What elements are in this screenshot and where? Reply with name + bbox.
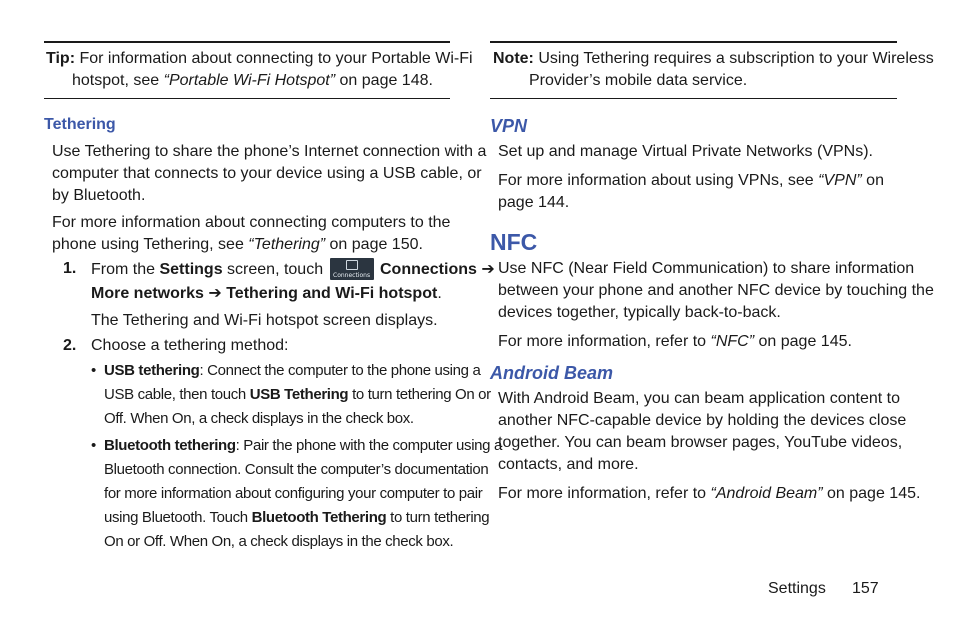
step-number: 1. (63, 260, 77, 277)
nfc-reference-link[interactable]: “NFC” (710, 333, 755, 350)
note-bottom-rule (490, 98, 897, 99)
tip-bottom-rule (44, 98, 450, 99)
bluetooth-tethering-label: Bluetooth tethering (104, 437, 236, 454)
vpn-p2-text: For more information about using VPNs, see (498, 172, 819, 189)
usb-tethering-label: USB tethering (104, 362, 200, 379)
tip-line2-page: on page 148. (335, 72, 433, 89)
beam-p2-text: For more information, refer to (498, 485, 711, 502)
step1-mid: screen, touch (222, 261, 328, 278)
more-networks-label: More networks ➔ (91, 285, 222, 302)
tethering-paragraph-2 (52, 212, 450, 256)
para1-line: computer that connects to your device using a USB cable, or (52, 165, 482, 182)
tip-top-rule (44, 41, 450, 43)
tip-reference-link[interactable]: “Portable Wi-Fi Hotspot” (163, 72, 336, 89)
vpn-reference-link[interactable]: “VPN” (818, 172, 862, 189)
bluetooth-tethering-option: Bluetooth Tethering (251, 509, 387, 526)
vpn-paragraph-2 (498, 170, 884, 214)
nfc-p2-page: on page 145. (754, 333, 852, 350)
tip-box (46, 48, 473, 92)
android-beam-paragraph-1 (498, 388, 906, 476)
vpn-paragraph-1: Set up and manage Virtual Private Networks (VPNs). (498, 143, 873, 160)
nfc-p2-text: For more information, refer to (498, 333, 711, 350)
vpn-heading: VPN (490, 116, 528, 136)
bullet-dot: • (91, 362, 96, 379)
bullet1-line2-end: to turn tethering On or (348, 386, 491, 403)
vpn-p2-on: on (861, 172, 884, 189)
beam-p1-line: together. You can beam browser pages, YouTube videos, (498, 434, 903, 451)
beam-p1-line: another NFC-capable device by holding the devices close (498, 412, 907, 429)
bullet1-line2: USB cable, then touch (104, 386, 250, 403)
beam-p1-line: contacts, and more. (498, 456, 639, 473)
android-beam-reference-link[interactable]: “Android Beam” (710, 485, 823, 502)
bullet2-line4: using Bluetooth. Touch (104, 509, 252, 526)
connections-label: Connections ➔ (380, 261, 495, 278)
para2-line2-text: phone using Tethering, see (52, 236, 249, 253)
nfc-p1-line: devices together, typically back-to-back. (498, 304, 781, 321)
beam-p1-line: With Android Beam, you can beam application content to (498, 390, 901, 407)
note-line2: Provider’s mobile data service. (529, 72, 748, 89)
tethering-hotspot-label: Tethering and Wi-Fi hotspot (226, 285, 438, 302)
bullet1-line3: Off. When On, a check displays in the check box. (104, 410, 414, 427)
bullet-bluetooth-tethering (104, 434, 502, 554)
tip-line2-text: hotspot, see (72, 72, 164, 89)
step-2-text: Choose a tethering method: (91, 337, 289, 354)
step1-period: . (437, 285, 442, 302)
step1-pre: From the (91, 261, 160, 278)
android-beam-heading: Android Beam (490, 363, 614, 383)
para2-line1: For more information about connecting computers to the (52, 214, 451, 231)
nfc-p1-line: between your phone and another NFC device by touching the (498, 282, 934, 299)
usb-tethering-option: USB Tethering (249, 386, 349, 403)
para2-line2-page: on page 150. (325, 236, 423, 253)
bullet2-line3: for more information about configuring your computer to pair (104, 485, 483, 502)
step-1-text (91, 258, 495, 332)
step1-result: The Tethering and Wi-Fi hotspot screen displays. (91, 312, 438, 329)
note-top-rule (490, 41, 897, 43)
bullet2-line4-end: to turn tethering (386, 509, 490, 526)
vpn-p2-page: page 144. (498, 194, 570, 211)
bullet2-line1: : Pair the phone with the computer using a (235, 437, 502, 454)
settings-label: Settings (159, 261, 223, 278)
nfc-heading: NFC (490, 229, 538, 255)
tethering-heading: Tethering (44, 116, 116, 133)
tethering-reference-link[interactable]: “Tethering” (248, 236, 326, 253)
step-number: 2. (63, 337, 77, 354)
bullet2-line2: Bluetooth connection. Consult the computer’s documentation (104, 461, 489, 478)
tip-line1: For information about connecting to your Portable Wi-Fi (79, 50, 473, 67)
nfc-paragraph-2 (498, 331, 852, 353)
beam-p2-page: on page 145. (822, 485, 921, 502)
bullet-dot: • (91, 437, 96, 454)
para1-line: by Bluetooth. (52, 187, 146, 204)
bullet2-line5: On or Off. When On, a check displays in the check box. (104, 533, 454, 550)
android-beam-paragraph-2 (498, 483, 920, 505)
note-label: Note: (493, 50, 534, 67)
nfc-p1-line: Use NFC (Near Field Communication) to share information (498, 260, 915, 277)
note-line1: Using Tethering requires a subscription to your Wireless (538, 50, 934, 67)
connections-app-icon[interactable] (330, 258, 374, 280)
footer-section-name: Settings (768, 580, 826, 597)
tip-label: Tip: (46, 50, 76, 67)
bullet1-line1: : Connect the computer to the phone using a (199, 362, 481, 379)
tethering-paragraph-1 (52, 141, 486, 207)
nfc-paragraph-1 (498, 258, 934, 324)
connections-symbol-icon (346, 260, 358, 270)
para1-line: Use Tethering to share the phone’s Internet connection with a (52, 143, 487, 160)
step-1-number (63, 258, 76, 280)
footer-page-number: 157 (852, 580, 879, 597)
step-2-number (63, 335, 76, 357)
connections-icon-label: Connections (333, 272, 371, 279)
bullet-usb-tethering (104, 359, 491, 431)
note-box (493, 48, 934, 92)
